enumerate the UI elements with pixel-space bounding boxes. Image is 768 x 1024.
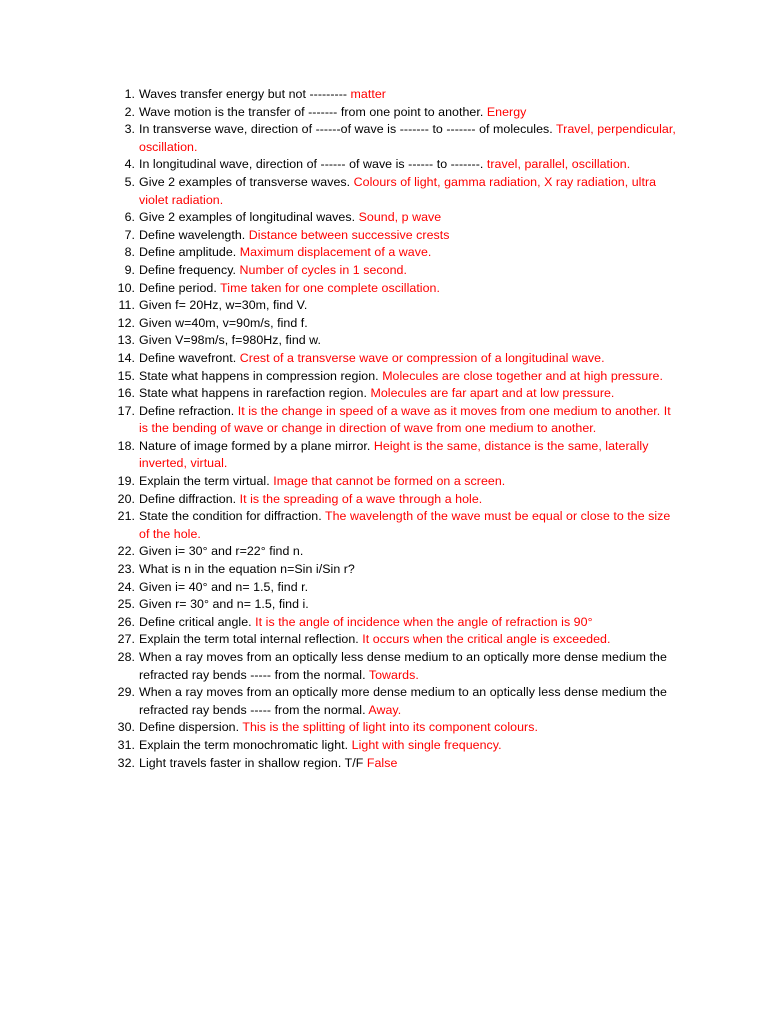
item-number: 6. bbox=[124, 210, 135, 225]
answer-text: Height is the same, distance is the same, laterally inverted, virtual. bbox=[139, 438, 649, 471]
question-text: Nature of image formed by a plane mirror. bbox=[139, 438, 374, 453]
answer-text: Distance between successive crests bbox=[248, 227, 450, 242]
list-item bbox=[108, 755, 680, 773]
item-number: 23. bbox=[117, 562, 135, 577]
list-item bbox=[108, 104, 680, 122]
question-text: Define diffraction. bbox=[139, 491, 240, 506]
item-number: 10. bbox=[117, 280, 135, 295]
question-answer-list bbox=[108, 86, 680, 772]
list-item bbox=[108, 543, 680, 561]
list-item bbox=[108, 579, 680, 597]
list-item bbox=[108, 350, 680, 368]
answer-text: travel, parallel, oscillation. bbox=[486, 157, 631, 172]
list-item bbox=[108, 86, 680, 104]
item-number: 22. bbox=[117, 544, 135, 559]
question-text: Define period. bbox=[139, 280, 221, 295]
item-number: 24. bbox=[117, 579, 135, 594]
list-item bbox=[108, 649, 680, 684]
item-number: 20. bbox=[117, 491, 135, 506]
question-text: Explain the term monochromatic light. bbox=[139, 737, 352, 752]
question-text: Give 2 examples of longitudinal waves. bbox=[139, 210, 359, 225]
list-item bbox=[108, 156, 680, 174]
item-number: 16. bbox=[117, 386, 135, 401]
answer-text: Away. bbox=[368, 702, 402, 717]
answer-text: Colours of light, gamma radiation, X ray radiation, ultra violet radiation. bbox=[139, 174, 657, 207]
item-number: 3. bbox=[124, 122, 135, 137]
item-number: 21. bbox=[117, 509, 135, 524]
answer-text: Sound, p wave bbox=[358, 210, 442, 225]
answer-text: Light with single frequency. bbox=[351, 737, 502, 752]
list-item bbox=[108, 438, 680, 473]
question-text: Given f= 20Hz, w=30m, find V. bbox=[139, 298, 308, 313]
question-text: Wave motion is the transfer of ------- from one point to another. bbox=[139, 104, 487, 119]
item-number: 15. bbox=[117, 368, 135, 383]
answer-text: Travel, perpendicular, oscillation. bbox=[139, 122, 676, 154]
item-number: 8. bbox=[124, 245, 135, 260]
question-text: Given i= 40° and n= 1.5, find r. bbox=[139, 579, 309, 594]
question-text: Give 2 examples of transverse waves. bbox=[139, 174, 354, 189]
item-number: 25. bbox=[117, 597, 135, 612]
answer-text: False bbox=[366, 755, 398, 770]
item-number: 4. bbox=[124, 157, 135, 172]
question-text: Given V=98m/s, f=980Hz, find w. bbox=[139, 333, 321, 348]
question-text: Explain the term virtual. bbox=[139, 474, 274, 489]
list-item bbox=[108, 332, 680, 350]
answer-text: It is the angle of incidence when the angle of refraction is 90° bbox=[255, 614, 593, 629]
answer-text: matter bbox=[350, 87, 386, 101]
list-item bbox=[108, 174, 680, 209]
question-text: State what happens in compression region. bbox=[139, 368, 383, 383]
item-number: 19. bbox=[117, 474, 135, 489]
question-text: When a ray moves from an optically less dense medium to an optically more dense medium the refracted ray bends ----- from the normal. bbox=[139, 650, 667, 682]
item-number: 30. bbox=[117, 720, 135, 735]
question-text: Waves transfer energy but not --------- bbox=[139, 87, 351, 101]
answer-text: It occurs when the critical angle is exceeded. bbox=[362, 632, 611, 647]
question-text: Define amplitude. bbox=[139, 245, 240, 260]
question-text: Define wavelength. bbox=[139, 227, 249, 242]
question-text: Given i= 30° and r=22° find n. bbox=[139, 544, 304, 559]
question-text: In transverse wave, direction of ------of wave is ------- to ------- of molecules. bbox=[139, 122, 557, 137]
item-number: 5. bbox=[124, 174, 135, 189]
list-item bbox=[108, 385, 680, 403]
question-text: State what happens in rarefaction region. bbox=[139, 386, 371, 401]
question-text: Given r= 30° and n= 1.5, find i. bbox=[139, 597, 309, 612]
answer-text: Towards. bbox=[368, 667, 419, 682]
list-item bbox=[108, 280, 680, 298]
answer-text: It is the spreading of a wave through a hole. bbox=[239, 491, 483, 506]
list-item bbox=[108, 121, 680, 156]
item-number: 29. bbox=[117, 685, 135, 700]
list-item bbox=[108, 315, 680, 333]
answer-text: Molecules are close together and at high pressure. bbox=[382, 368, 663, 383]
item-number: 12. bbox=[117, 315, 135, 330]
question-text: Define refraction. bbox=[139, 403, 238, 418]
answer-text: Crest of a transverse wave or compression of a longitudinal wave. bbox=[239, 350, 605, 365]
question-text: Define dispersion. bbox=[139, 720, 243, 735]
item-number: 14. bbox=[117, 350, 135, 365]
list-item bbox=[108, 297, 680, 315]
question-text: What is n in the equation n=Sin i/Sin r? bbox=[139, 562, 355, 577]
item-number: 7. bbox=[124, 227, 135, 242]
list-item bbox=[108, 209, 680, 227]
answer-text: Energy bbox=[486, 104, 527, 119]
item-number: 17. bbox=[117, 403, 135, 418]
list-item bbox=[108, 403, 680, 438]
item-number: 18. bbox=[117, 438, 135, 453]
question-text: State the condition for diffraction. bbox=[139, 509, 325, 524]
question-text: When a ray moves from an optically more dense medium to an optically less dense medium the refracted ray bends ----- from the normal. bbox=[139, 685, 667, 717]
question-text: Explain the term total internal reflection. bbox=[139, 632, 363, 647]
question-text: Define frequency. bbox=[139, 262, 240, 277]
answer-text: The wavelength of the wave must be equal or close to the size of the hole. bbox=[139, 509, 671, 541]
list-item bbox=[108, 561, 680, 579]
item-number: 28. bbox=[117, 650, 135, 664]
item-number: 9. bbox=[124, 262, 135, 277]
item-number: 11. bbox=[118, 298, 135, 313]
question-text: Light travels faster in shallow region. T/F bbox=[139, 755, 367, 770]
list-item bbox=[108, 473, 680, 491]
answer-text: It is the change in speed of a wave as it moves from one medium to another. It is the bending of wave or change in direction of wave from one medium to another. bbox=[139, 403, 671, 436]
question-text: In longitudinal wave, direction of ------ of wave is ------ to -------. bbox=[139, 157, 487, 172]
item-number: 27. bbox=[117, 632, 135, 647]
list-item bbox=[108, 508, 680, 543]
list-item bbox=[108, 244, 680, 262]
list-item bbox=[108, 368, 680, 386]
list-item bbox=[108, 596, 680, 614]
list-item bbox=[108, 614, 680, 632]
list-item bbox=[108, 737, 680, 755]
list-item bbox=[108, 719, 680, 737]
item-number: 13. bbox=[117, 333, 135, 348]
list-item bbox=[108, 491, 680, 509]
answer-text: Number of cycles in 1 second. bbox=[239, 262, 407, 277]
list-item bbox=[108, 262, 680, 280]
item-number: 31. bbox=[117, 737, 135, 752]
answer-text: Maximum displacement of a wave. bbox=[239, 245, 432, 260]
item-number: 32. bbox=[117, 755, 135, 770]
item-number: 1. bbox=[124, 87, 135, 101]
item-number: 26. bbox=[117, 614, 135, 629]
list-item bbox=[108, 631, 680, 649]
answer-text: Image that cannot be formed on a screen. bbox=[273, 474, 506, 489]
item-number: 2. bbox=[124, 104, 135, 119]
answer-text: Molecules are far apart and at low pressure. bbox=[370, 386, 615, 401]
answer-text: This is the splitting of light into its component colours. bbox=[242, 720, 538, 735]
question-text: Define wavefront. bbox=[139, 350, 240, 365]
list-item bbox=[108, 684, 680, 719]
question-text: Define critical angle. bbox=[139, 614, 256, 629]
list-item bbox=[108, 227, 680, 245]
question-text: Given w=40m, v=90m/s, find f. bbox=[139, 315, 308, 330]
answer-text: Time taken for one complete oscillation. bbox=[220, 280, 440, 295]
